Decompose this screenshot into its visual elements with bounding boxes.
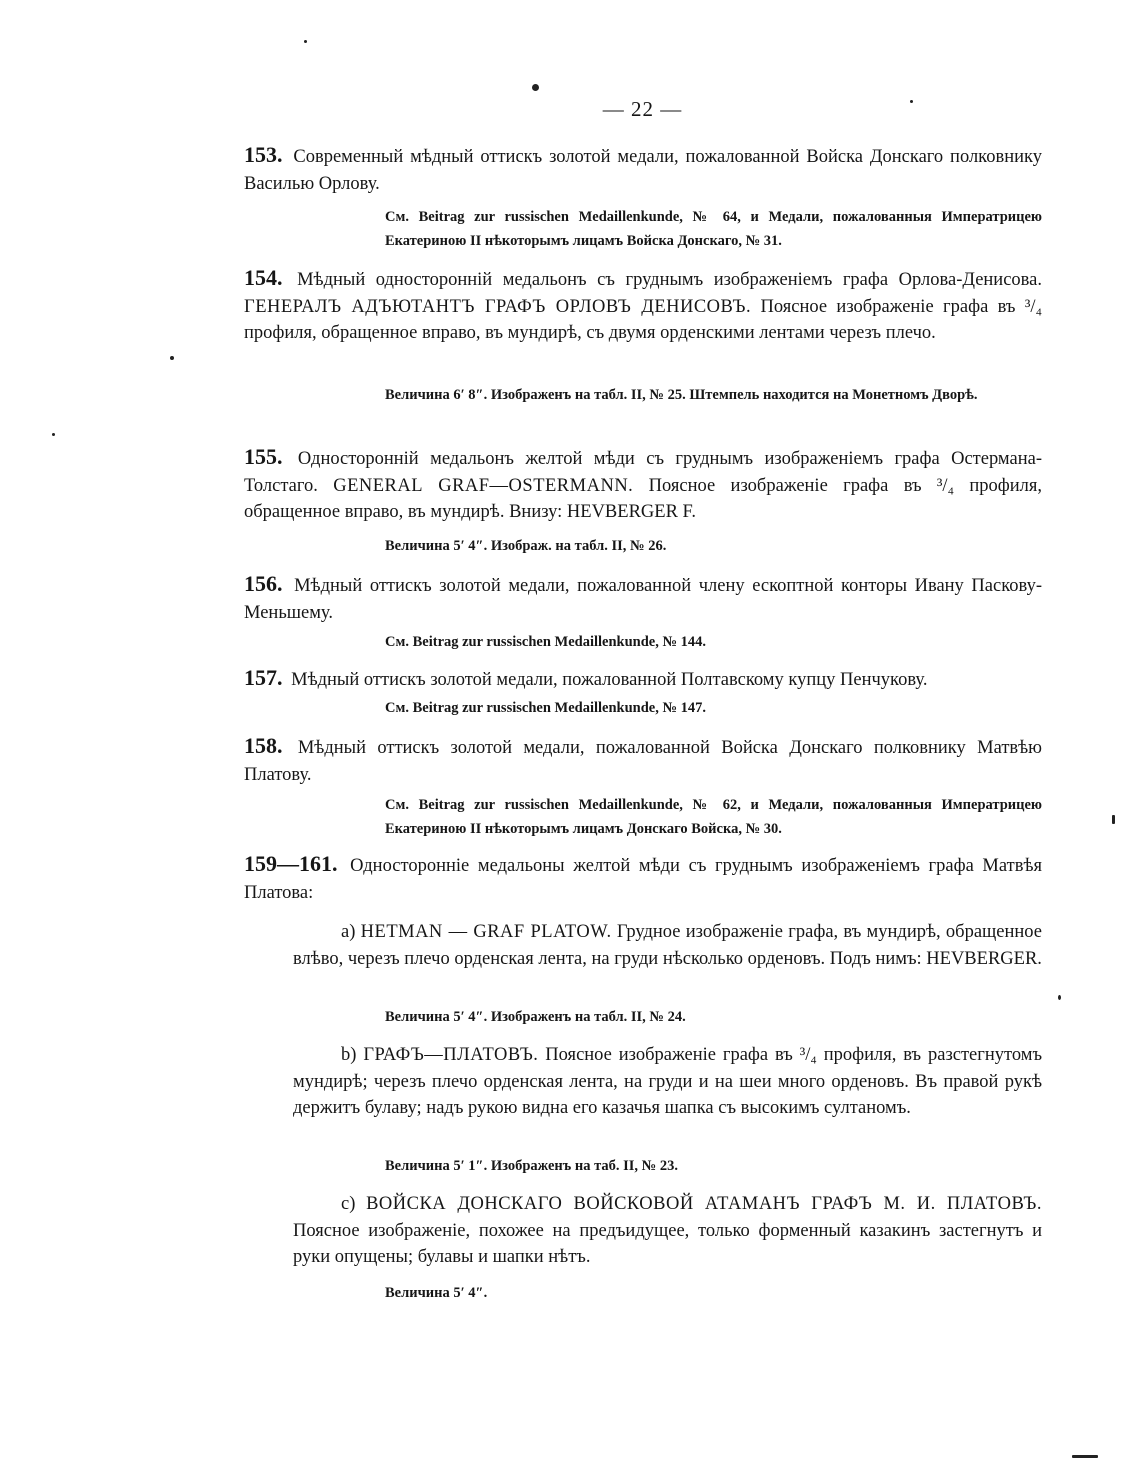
entry-text: Мѣдный оттискъ золотой медали, пожалованной члену ескоптной конторы Ивану Паскову-Меньшему.: [244, 576, 1042, 623]
subentry-label: a): [341, 922, 356, 942]
catalog-entry-155: [244, 444, 1042, 526]
medal-inscription: ГРАФЪ—ПЛАТОВЪ.: [363, 1045, 539, 1065]
reference-text: Величина 5′ 4″. Изображенъ на табл. II, № 24.: [385, 1009, 686, 1025]
catalog-entry-156: [244, 571, 1042, 626]
subentry-label: b): [341, 1045, 357, 1065]
entry-description: Поясное изображеніе графа въ ³/₄ профиля, обращенное вправо, въ мундирѣ. Внизу: HEVBERGER F.: [244, 475, 1043, 522]
reference-text: Величина 6′ 8″. Изображенъ на табл. II, № 25. Штемпель находится на Монетномъ Дворѣ.: [385, 387, 978, 403]
subentry-reference-b: [385, 1154, 1042, 1178]
scan-speck: [1058, 995, 1061, 1000]
medal-inscription: HETMAN — GRAF PLATOW.: [360, 922, 612, 942]
entry-reference-154: [385, 383, 1042, 407]
catalog-entry-158: [244, 733, 1042, 788]
catalog-entry-159-161: [244, 851, 1042, 906]
entry-description: Поясное изображеніе графа въ ³/₄ профиля, обращенное вправо, въ мундирѣ, съ двумя орденскими лентами черезъ плечо.: [244, 296, 1043, 343]
entry-number: 159—161.: [244, 851, 338, 876]
catalog-entry-153: [244, 142, 1042, 197]
entry-text: Современный мѣдный оттискъ золотой медали, пожалованной Войска Донскаго полковнику Василью Орлову.: [244, 147, 1042, 194]
reference-text: См. Beitrag zur russischen Medaillenkunde, № 62, и Медали, пожалованныя Императрицею Екатериною II нѣкоторымъ лицамъ Донскаго Войска, № 30.: [385, 797, 1042, 837]
subentry-b: [293, 1042, 1042, 1122]
subentry-reference-a: [385, 1005, 1042, 1029]
subentry-reference-c: [385, 1281, 1042, 1305]
entry-reference-153: [385, 205, 1042, 253]
scan-speck: [910, 100, 913, 103]
reference-text: См. Beitrag zur russischen Medaillenkunde, № 147.: [385, 700, 707, 716]
medal-inscription: ВОЙСКА ДОНСКАГО ВОЙСКОВОЙ АТАМАНЪ ГРАФЪ М. И. ПЛАТОВЪ.: [366, 1194, 1042, 1214]
entry-text: Мѣдный оттискъ золотой медали, пожалованной Войска Донскаго полковнику Матвѣю Платову.: [244, 738, 1043, 785]
scan-speck: [304, 40, 307, 43]
subentry-text: Поясное изображеніе графа въ ³/₄ профиля, въ разстегнутомъ мундирѣ; черезъ плечо орденская лента, на груди и на шеи много орденовъ. Въ правой рукѣ держитъ булаву; надъ рукою видна его казачья шапка съ высокимъ султаномъ.: [293, 1045, 1043, 1118]
scan-speck: [52, 433, 55, 436]
entry-reference-158: [385, 793, 1042, 841]
scan-speck: [532, 84, 539, 91]
entry-reference-157: [385, 696, 1042, 720]
entry-text: Мѣдный односторонній медальонъ съ груднымъ изображеніемъ графа Орлова-Денисова.: [297, 270, 1042, 290]
catalog-entry-154: [244, 265, 1042, 347]
medal-inscription: ГЕНЕРАЛЪ АДЪЮТАНТЪ ГРАФЪ ОРЛОВЪ ДЕНИСОВЪ.: [244, 296, 752, 317]
subentry-text: Поясное изображеніе, похожее на предъидущее, только форменный казакинъ застегнутъ и руки опущены; булавы и шапки нѣтъ.: [293, 1220, 1042, 1267]
entry-text: Односторонніе медальоны желтой мѣди съ груднымъ изображеніемъ графа Матвѣя Платова:: [244, 856, 1042, 903]
medal-inscription: GENERAL GRAF—OSTERMANN.: [333, 475, 634, 496]
entry-reference-156: [385, 630, 1042, 654]
entry-text: Мѣдный оттискъ золотой медали, пожалованной Полтавскому купцу Пенчукову.: [291, 670, 928, 690]
subentry-a: [293, 919, 1042, 972]
entry-number: 158.: [244, 733, 283, 758]
entry-number: 156.: [244, 571, 283, 596]
entry-text: Односторонній медальонъ желтой мѣди съ груднымъ изображеніемъ графа Остермана-Толстаго.: [244, 449, 1042, 496]
scan-speck: [1072, 1455, 1098, 1458]
entry-number: 155.: [244, 444, 283, 469]
entry-number: 153.: [244, 142, 283, 167]
entry-number: 154.: [244, 265, 283, 290]
reference-text: Величина 5′ 4″. Изображ. на табл. II, № 26.: [385, 538, 667, 554]
subentry-c: [293, 1191, 1042, 1271]
scan-speck: [170, 356, 174, 360]
reference-text: См. Beitrag zur russischen Medaillenkunde, № 144.: [385, 634, 707, 650]
entry-reference-155: [385, 534, 1042, 558]
reference-text: Величина 5′ 4″.: [385, 1285, 488, 1301]
reference-text: См. Beitrag zur russischen Medaillenkunde, № 64, и Медали, пожалованныя Императрицею Екатериною II нѣкоторымъ лицамъ Войска Донскаго, № 31.: [385, 209, 1042, 249]
subentry-label: c): [341, 1194, 356, 1214]
scan-speck: [1112, 815, 1115, 824]
page-number: — 22 —: [602, 97, 683, 121]
entry-number: 157.: [244, 665, 283, 690]
subentry-text: Грудное изображеніе графа, въ мундирѣ, обращенное влѣво, черезъ плечо орденская лента, на груди нѣсколько орденовъ. Подъ нимъ: HEVBERGER.: [293, 922, 1042, 969]
reference-text: Величина 5′ 1″. Изображенъ на таб. II, № 23.: [385, 1158, 678, 1174]
catalog-entry-157: [244, 665, 1042, 694]
